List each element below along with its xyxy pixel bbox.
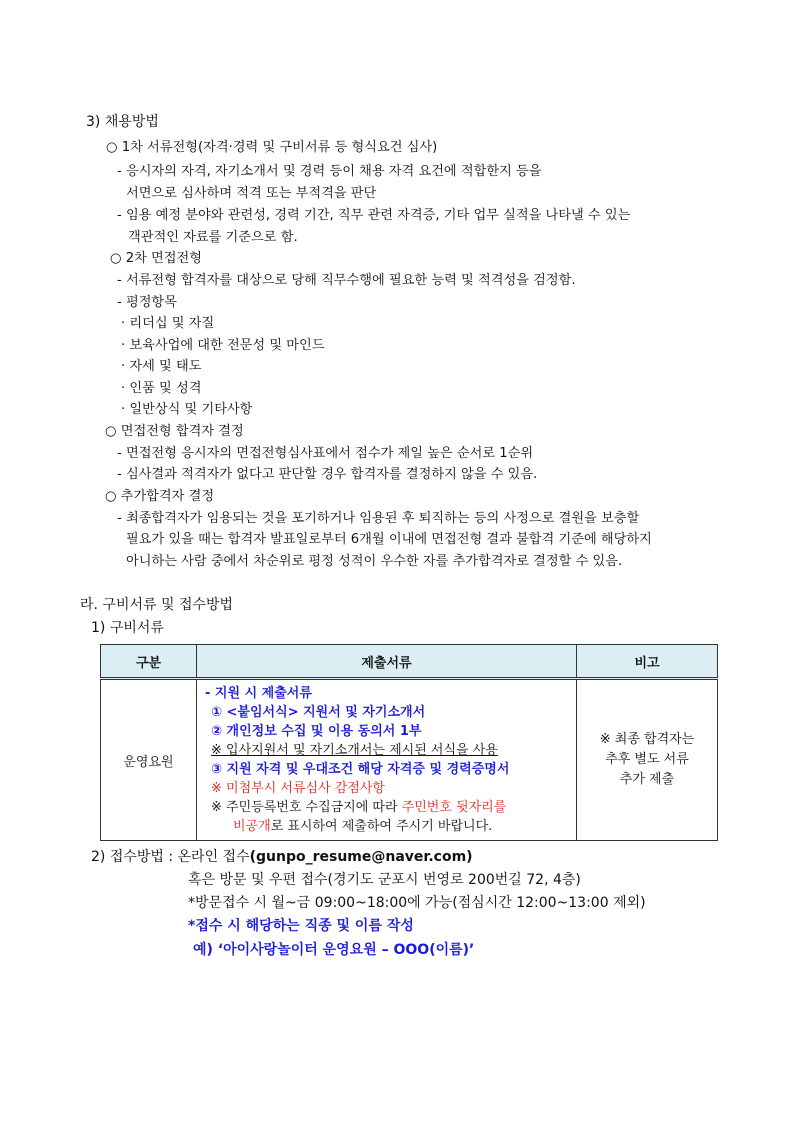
apply-line5: 예) ‘아이사랑놀이터 운영요원 – OOO(이름)’ <box>193 942 475 958</box>
note-line: 추후 별도 서류 <box>605 752 689 767</box>
extra-line3: 아니하는 사람 중에서 차순위로 평정 성적이 우수한 자를 추가합격자로 결정할 수 있음. <box>126 554 623 569</box>
doc-text-red: 비공개 <box>233 819 271 834</box>
doc-text-red: 주민번호 뒷자리를 <box>401 800 507 815</box>
note-line: 추가 제출 <box>619 772 675 787</box>
apply-line2: 혹은 방문 및 우편 접수(경기도 군포시 번영로 200번길 72, 4층) <box>188 872 581 888</box>
table-row <box>101 679 718 841</box>
stage2-bullet2: - 평정항목 <box>117 295 177 310</box>
pass-bullet1: - 면접전형 응시자의 면접전형심사표에서 점수가 제일 높은 순서로 1순위 <box>117 446 534 461</box>
doc-line: - 지원 시 제출서류 <box>205 686 312 701</box>
pass-bullet2: - 심사결과 적격자가 없다고 판단할 경우 합격자를 결정하지 않을 수 있음. <box>117 467 538 482</box>
section-heading-hiring-method: 3) 채용방법 <box>86 114 159 130</box>
stage1-bullet1-line1: - 응시자의 자격, 자기소개서 및 경력 등이 채용 자격 요건에 적합한지 등을 <box>117 164 542 179</box>
documents-cell <box>197 679 577 841</box>
doc-line <box>205 798 576 817</box>
subsection-documents: 1) 구비서류 <box>91 620 164 636</box>
table-header-category: 구분 <box>101 645 197 679</box>
doc-line: ※ 입사지원서 및 자기소개서는 제시된 서식을 사용 <box>211 743 498 758</box>
eval-item: · 보육사업에 대한 전문성 및 마인드 <box>121 338 325 353</box>
doc-line: ② 개인정보 수집 및 이용 동의서 1부 <box>211 724 422 739</box>
doc-text: ※ 주민등록번호 수집금지에 따라 <box>211 800 402 815</box>
stage2-title: ○ 2차 면접전형 <box>110 251 202 266</box>
category-cell: 운영요원 <box>101 679 197 841</box>
stage1-title: ○ 1차 서류전형(자격·경력 및 구비서류 등 형식요건 심사) <box>106 140 438 155</box>
stage1-bullet2-line2: 객관적인 자료를 기준으로 함. <box>128 230 298 245</box>
doc-line: ① <붙임서식> 지원서 및 자기소개서 <box>211 705 426 720</box>
doc-line: ※ 미첨부시 서류심사 감점사항 <box>211 781 385 796</box>
apply-line1 <box>91 848 473 866</box>
eval-item: · 일반상식 및 기타사항 <box>121 402 253 417</box>
extra-line1: - 최종합격자가 임용되는 것을 포기하거나 임용된 후 퇴직하는 등의 사정으로 결원을 보충할 <box>117 511 640 526</box>
apply-label: 2) 접수방법 : 온라인 접수 <box>91 849 250 865</box>
eval-item: · 자세 및 태도 <box>121 359 202 374</box>
doc-line <box>205 817 576 836</box>
eval-item: · 인품 및 성격 <box>121 381 202 396</box>
apply-line3: *방문접수 시 월~금 09:00~18:00에 가능(점심시간 12:00~13:00 제외) <box>188 895 646 911</box>
pass-title: ○ 면접전형 합격자 결정 <box>105 424 244 439</box>
apply-email: (gunpo_resume@naver.com) <box>249 849 473 865</box>
table-header-notes: 비고 <box>577 645 718 679</box>
stage2-bullet1: - 서류전형 합격자를 대상으로 당해 직무수행에 필요한 능력 및 적격성을 검정함. <box>117 273 576 288</box>
notes-cell <box>577 679 718 841</box>
documents-table <box>100 644 718 841</box>
stage1-bullet1-line2: 서면으로 심사하며 적격 또는 부적격을 판단 <box>126 186 377 201</box>
apply-line4: *접수 시 해당하는 직종 및 이름 작성 <box>188 918 414 934</box>
table-header-documents: 제출서류 <box>197 645 577 679</box>
table-header-row <box>101 645 718 679</box>
extra-line2: 필요가 있을 때는 합격자 발표일로부터 6개월 이내에 면접전형 결과 불합격 기준에 해당하지 <box>126 532 652 547</box>
doc-line: ③ 지원 자격 및 우대조건 해당 자격증 및 경력증명서 <box>211 762 510 777</box>
section-heading-documents: 라. 구비서류 및 접수방법 <box>80 597 234 613</box>
stage1-bullet2-line1: - 임용 예정 분야와 관련성, 경력 기간, 직무 관련 자격증, 기타 업무 실적을 나타낼 수 있는 <box>117 208 631 223</box>
doc-text: 로 표시하여 제출하여 주시기 바랍니다. <box>270 819 493 834</box>
note-line: ※ 최종 합격자는 <box>599 732 695 747</box>
eval-item: · 리더십 및 자질 <box>121 316 215 331</box>
extra-title: ○ 추가합격자 결정 <box>105 489 215 504</box>
